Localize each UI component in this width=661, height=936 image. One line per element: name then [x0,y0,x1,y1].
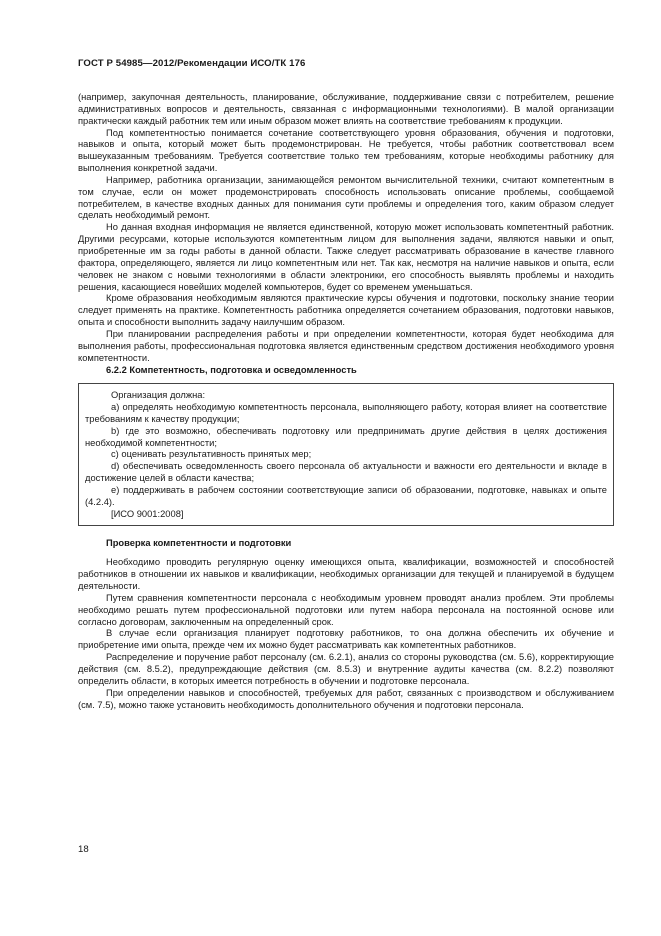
paragraph: Под компетентностью понимается сочетание соответствующего уровня образования, обучения и подготовки, навыков и опыта, который может быть продемонстрирован. Не требуется, чтобы работник соответствовал всем вышеуказанным требованиям. Требуется соответствие только тем требованиям, которые необходимы работнику для выполнения конкретной задачи. [78,127,614,174]
paragraph: Но данная входная информация не является единственной, которую может использовать компетентный работник. Другими ресурсами, которые используются компетентным лицом для выполнения задачи, являются навыки и опыт, приобретенные им за годы работы в данной области. Также следует рассматривать образование в качестве главного фактора, определяющего, является ли лицо компетентным или нет. Так как, несмотря на наличие навыков и опыта, если человек не знаком с новыми технологиями в области электроники, его способность выявлять проблемы и находить решения, касающиеся новейших моделей компьютеров, будет со временем уменьшаться. [78,222,614,292]
paragraph: Кроме образования необходимым являются практические курсы обучения и подготовки, поскольку знание теории следует применять на практике. Компетентность работника определяется сочетанием образования, подготовки навыков, опыта и способности выполнить задачу наилучшим образом. [78,293,614,328]
paragraph: При планировании распределения работы и при определении компетентности, которая будет необходима для выполнения работы, профессиональная подготовка является единственным средством достижения необходимого уровня компетентности. [78,328,614,363]
document-header: ГОСТ Р 54985—2012/Рекомендации ИСО/ТК 176 [78,58,306,69]
paragraph: Распределение и поручение работ персоналу (см. 6.2.1), анализ со стороны руководства (см. 5.6), корректирующие действия (см. 8.5.2), предупреждающие действия (см. 8.5.3) и внутренние аудиты качества (см. 8.2.2) позволяют определить области, в которых имеется потребность в обучении и подготовке персонала. [78,652,614,686]
quote-line: а) определять необходимую компетентность персонала, выполняющего работу, которая влияет на соответствие требованиям к качеству продукции; [85,402,607,424]
document-body [78,92,614,711]
paragraph: В случае если организация планирует подготовку работников, то она должна обеспечить их обучение и приобретение ими опыта, прежде чем их можно будет рассматривать как компетентных работников. [78,628,614,651]
paragraph: Необходимо проводить регулярную оценку имеющихся опыта, квалификации, возможностей и способностей работников в отношении их навыков и квалификации, необходимых организации для текущей и планируемой в будущем деятельности. [78,557,614,592]
paragraph: Например, работника организации, занимающейся ремонтом вычислительной техники, считают компетентным в том случае, если он может продемонстрировать способность использовать описание проблемы, сообщаемой потребителем, в качестве входных данных для понимания сути проблемы и определения того, каким образом следует сделать необходимый ремонт. [78,174,614,221]
page-number: 18 [78,844,89,855]
quote-source: [ИСО 9001:2008] [111,508,184,519]
quote-line: e) поддерживать в рабочем состоянии соответствующие записи об образовании, подготовке, навыках и опыте (4.2.4). [85,485,607,507]
quote-line: b) где это возможно, обеспечивать подготовку или предпринимать другие действия в целях достижения необходимой компетентности; [85,425,607,448]
paragraph: При определении навыков и способностей, требуемых для работ, связанных с производством и обслуживанием (см. 7.5), можно также установить необходимость дополнительного обучения и подготовки персонала. [78,687,614,710]
subheading: Проверка компетентности и подготовки [106,537,292,548]
standard-quote-box [78,383,614,525]
quote-line: d) обеспечивать осведомленность своего персонала об актуальности и важности его деятельности и вкладе в достижение целей в области качества; [85,461,607,484]
paragraph: (например, закупочная деятельность, планирование, обслуживание, поддерживание связи с потребителем, решение административных вопросов и деятельность, связанная с информационными технологиями). В малой организации практически каждый работник тем или иным образом может влиять на соответствие требованиям к продукции. [78,92,614,126]
quote-line: Организация должна: [111,390,206,401]
paragraph: Путем сравнения компетентности персонала с необходимым уровнем проводят анализ проблем. Эти проблемы необходимо решать путем профессиональной подготовки или путем набора персонала на постоянной основе или согласно договорам, заключенным на определенный срок. [78,592,614,627]
quote-line: c) оценивать результативность принятых мер; [111,449,312,460]
section-heading: 6.2.2 Компетентность, подготовка и осведомленность [106,365,357,376]
